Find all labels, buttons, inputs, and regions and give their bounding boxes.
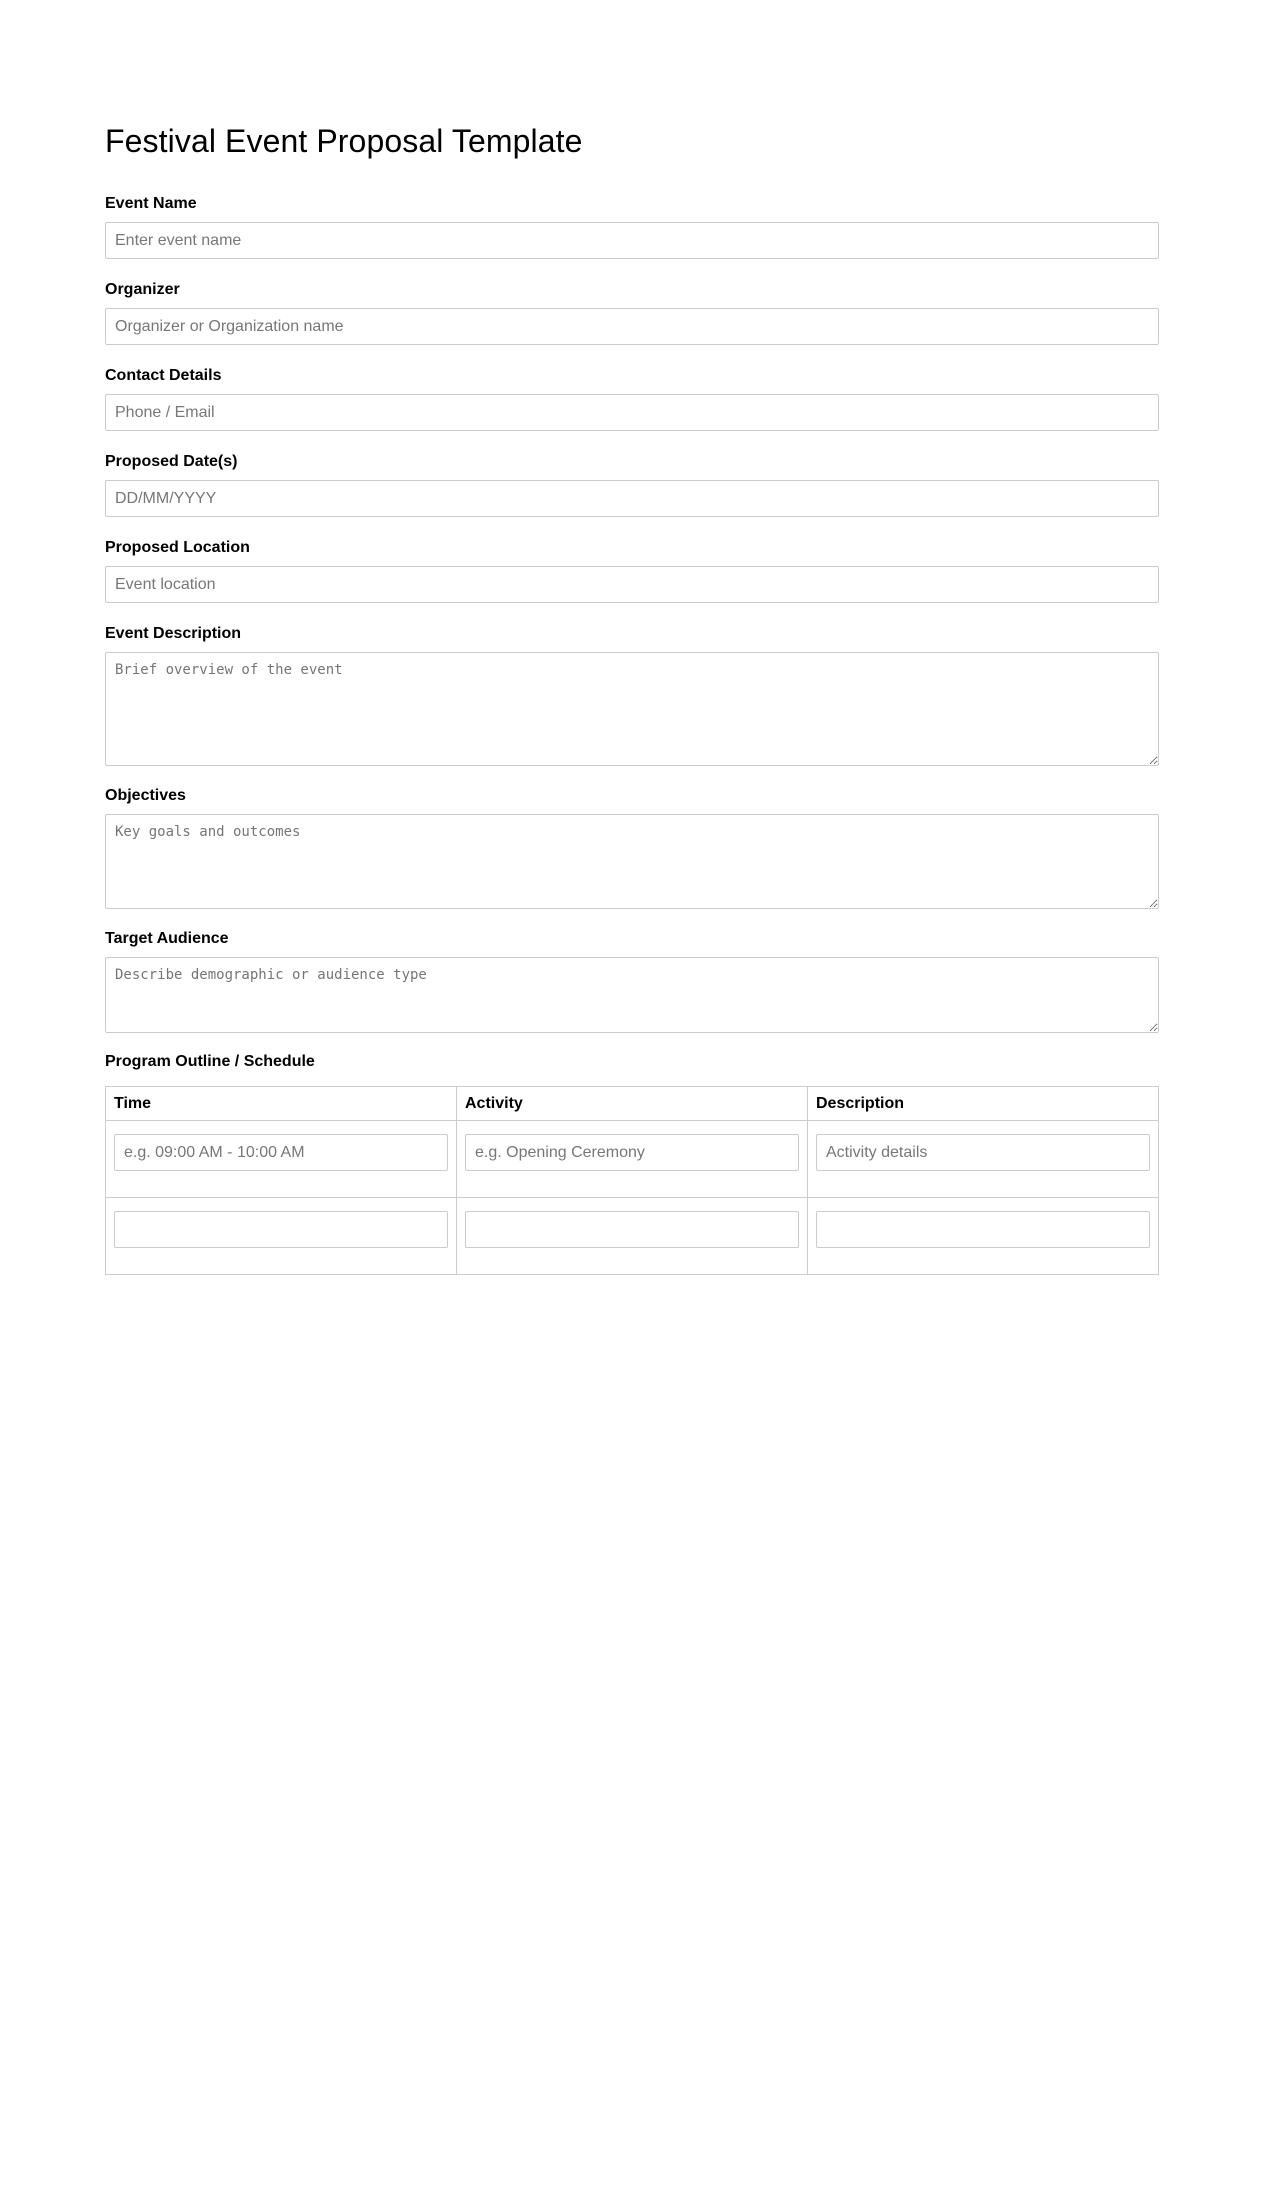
schedule-cell-description <box>808 1198 1159 1275</box>
schedule-group <box>105 1052 1159 1275</box>
schedule-cell-activity <box>457 1198 808 1275</box>
time-input[interactable] <box>114 1134 448 1171</box>
target-audience-group <box>105 929 1159 1033</box>
activity-input[interactable] <box>465 1211 799 1248</box>
objectives-label: Objectives <box>105 787 186 804</box>
description-input[interactable] <box>816 1134 1150 1171</box>
proposed-location-input[interactable] <box>105 566 1159 603</box>
objectives-group <box>105 786 1159 909</box>
event-description-textarea[interactable] <box>105 652 1159 766</box>
proposed-dates-group <box>105 452 1159 517</box>
schedule-row <box>106 1198 1159 1275</box>
proposed-location-label: Proposed Location <box>105 539 250 556</box>
event-name-label: Event Name <box>105 195 197 212</box>
proposal-form <box>105 119 1159 1275</box>
schedule-row <box>106 1121 1159 1198</box>
schedule-cell-time <box>106 1198 457 1275</box>
objectives-textarea[interactable] <box>105 814 1159 909</box>
organizer-label: Organizer <box>105 281 180 298</box>
event-description-label: Event Description <box>105 625 242 642</box>
target-audience-label: Target Audience <box>105 930 229 947</box>
contact-details-group <box>105 366 1159 431</box>
page-title: Festival Event Proposal Template <box>105 123 583 159</box>
column-header-time: Time <box>106 1087 457 1121</box>
activity-input[interactable] <box>465 1134 799 1171</box>
schedule-cell-description <box>808 1121 1159 1198</box>
schedule-header-row <box>106 1087 1159 1121</box>
proposed-dates-label: Proposed Date(s) <box>105 453 238 470</box>
schedule-table <box>105 1086 1159 1275</box>
time-input[interactable] <box>114 1211 448 1248</box>
contact-details-input[interactable] <box>105 394 1159 431</box>
proposed-location-group <box>105 538 1159 603</box>
description-input[interactable] <box>816 1211 1150 1248</box>
target-audience-textarea[interactable] <box>105 957 1159 1033</box>
schedule-cell-time <box>106 1121 457 1198</box>
schedule-label: Program Outline / Schedule <box>105 1053 315 1070</box>
schedule-cell-activity <box>457 1121 808 1198</box>
column-header-description: Description <box>808 1087 1159 1121</box>
column-header-activity: Activity <box>457 1087 808 1121</box>
event-name-input[interactable] <box>105 222 1159 259</box>
contact-details-label: Contact Details <box>105 367 222 384</box>
event-description-group <box>105 624 1159 766</box>
organizer-group <box>105 280 1159 345</box>
proposed-dates-input[interactable] <box>105 480 1159 517</box>
organizer-input[interactable] <box>105 308 1159 345</box>
event-name-group <box>105 194 1159 259</box>
